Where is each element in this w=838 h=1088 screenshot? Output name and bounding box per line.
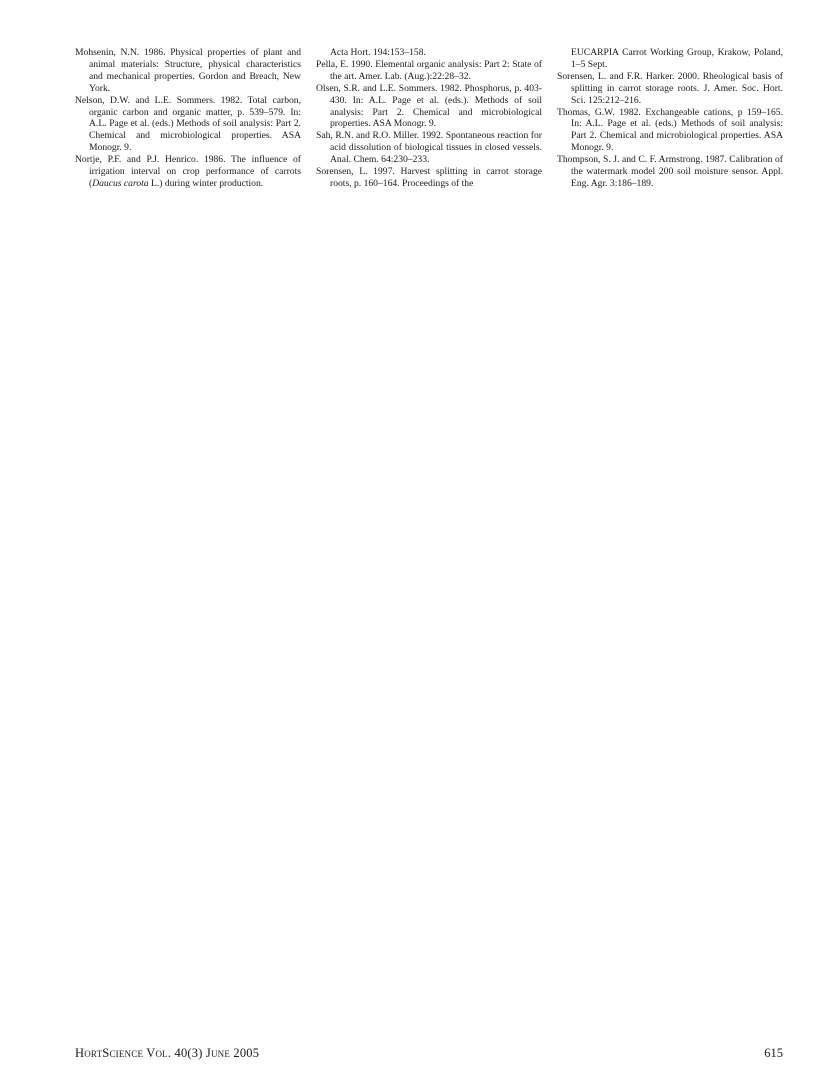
reference-entry: Sah, R.N. and R.O. Miller. 1992. Spontaneous reaction for acid dissolution of biological tissues in closed vessels. Anal. Chem. 64:230–233.: [316, 130, 542, 166]
reference-text: L.) during winter production.: [148, 177, 264, 189]
reference-entry: [75, 154, 301, 190]
reference-column-1: [75, 47, 301, 190]
reference-entry: Thompson, S. J. and C. F. Armstrong. 1987. Calibration of the watermark model 200 soil moisture sensor. Appl. Eng. Agr. 3:186–189.: [557, 154, 783, 189]
reference-column-3: [557, 47, 783, 190]
reference-entry: Sorensen, L. and F.R. Harker. 2000. Rheological basis of splitting in carrot storage roots. J. Amer. Soc. Hort. Sci. 125:212–216.: [557, 70, 783, 106]
reference-entry: Nelson, D.W. and L.E. Sommers. 1982. Total carbon, organic carbon and organic matter, p. 539–579. In: A.L. Page et al. (eds.) Methods of soil analysis: Part 2. Chemical and microbiological properties. ASA Monogr. 9.: [75, 94, 301, 154]
reference-entry: Thomas, G.W. 1982. Exchangeable cations, p 159–165. In: A.L. Page et al. (eds.) Methods of soil analysis: Part 2. Chemical and microbiological properties. ASA Monogr. 9.: [557, 106, 783, 154]
reference-continuation: EUCARPIA Carrot Working Group, Krakow, Poland, 1–5 Sept.: [571, 47, 783, 70]
reference-entry: Olsen, S.R. and L.E. Sommers. 1982. Phosphorus, p. 403-430. In: A.L. Page et al. (eds.). Methods of soil analysis: Part 2. Chemical and microbiological properties. ASA Monogr. 9.: [316, 82, 542, 130]
reference-entry: Sorensen, L. 1997. Harvest splitting in carrot storage roots, p. 160–164. Proceedings of the: [316, 166, 542, 189]
reference-column-2: [316, 47, 542, 190]
journal-footer: HortScience Vol. 40(3) June 2005: [75, 1046, 260, 1060]
reference-entry: Pella, E. 1990. Elemental organic analysis: Part 2: State of the art. Amer. Lab. (Aug.):22:28–32.: [316, 58, 542, 82]
reference-continuation: Acta Hort. 194:153–158.: [330, 47, 426, 58]
reference-entry: Mohsenin, N.N. 1986. Physical properties of plant and animal materials: Structure, physical characteristics and mechanical properties. Gordon and Breach, New York.: [75, 47, 301, 94]
reference-text: Nortje, P.F. and P.J. Henrico. 1986. The influence of irrigation interval on crop performance of carrots (: [75, 154, 301, 189]
reference-italic-species: Daucus carota: [92, 177, 149, 189]
references-section: [75, 47, 783, 190]
page-number: 615: [764, 1046, 783, 1060]
